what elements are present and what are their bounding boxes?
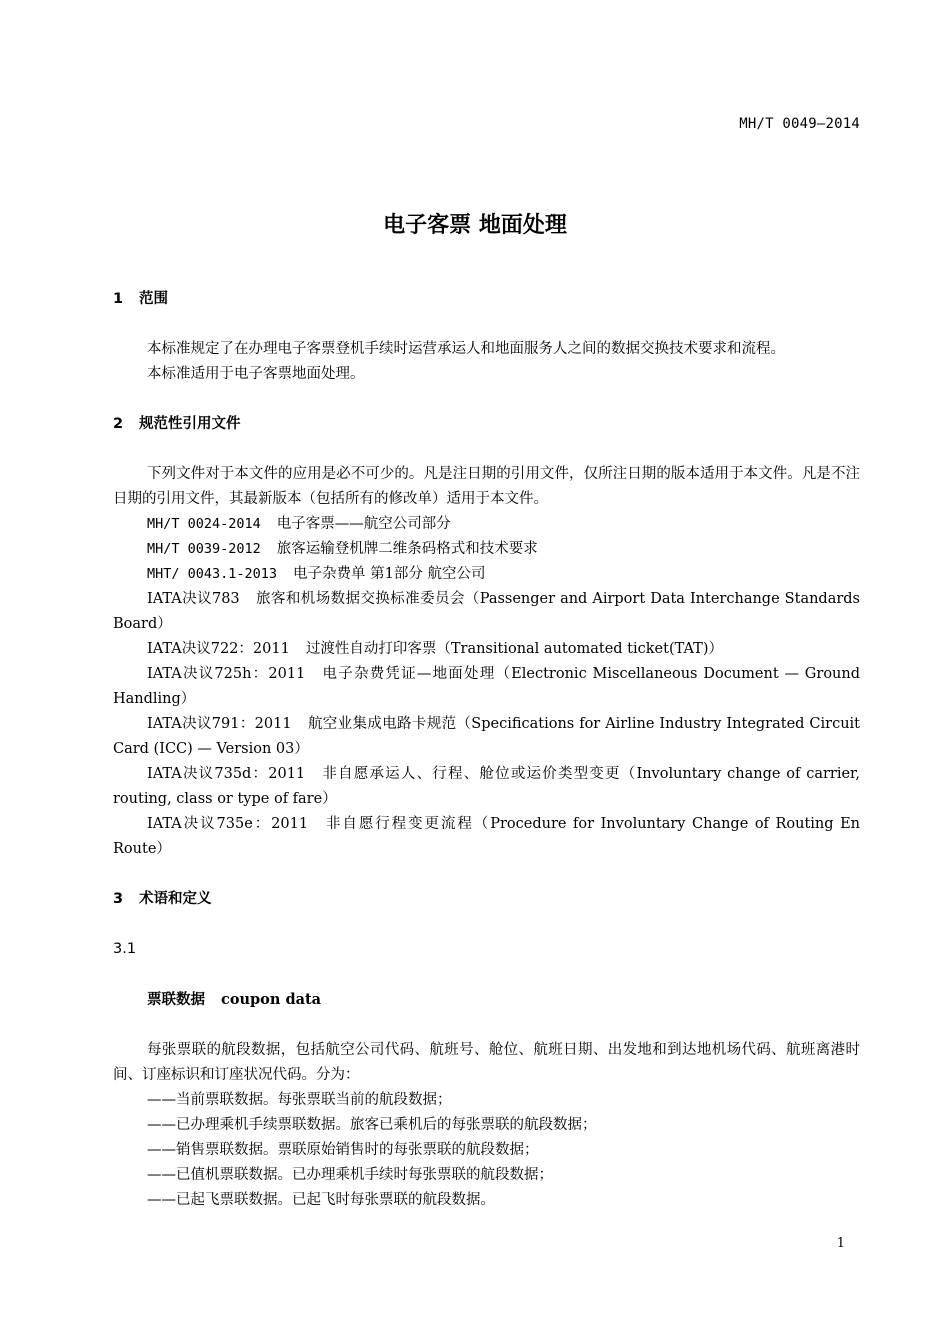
reference-item	[113, 662, 860, 712]
document-title: 电子客票 地面处理	[383, 213, 567, 238]
list-item: ——已值机票联数据。已办理乘机手续时每张票联的航段数据；	[147, 1167, 553, 1183]
document-body	[113, 287, 860, 1213]
paragraph: 本标准适用于电子客票地面处理。	[147, 366, 365, 382]
section-title: 范围	[139, 291, 168, 307]
standard-code: MH/T 0049—2014	[739, 116, 860, 132]
reference-title: 旅客和机场数据交换标准委员会（Passenger and Airport Data Interchange Standards Board）	[113, 591, 861, 632]
reference-title: 航空业集成电路卡规范（Specifications for Airline Industry Integrated Circuit Card (ICC) — Version 03）	[113, 716, 860, 757]
reference-code: IATA决议725h：2011	[147, 666, 306, 682]
reference-code: IATA决议791：2011	[147, 716, 292, 732]
page-number: 1	[836, 1236, 845, 1251]
list-item: ——销售票联数据。票联原始销售时的每张票联的航段数据；	[147, 1142, 539, 1158]
list-item: ——已起飞票联数据。已起飞时每张票联的航段数据。	[147, 1192, 495, 1208]
section-number: 1	[113, 291, 124, 307]
section-heading-normative-references	[113, 412, 860, 437]
reference-code: IATA决议735e：2011	[147, 816, 309, 832]
reference-code: IATA决议735d：2011	[147, 766, 306, 782]
paragraph: 本标准规定了在办理电子客票登机手续时运营承运人和地面服务人之间的数据交换技术要求和流程。	[147, 341, 785, 357]
reference-title: 非自愿承运人、行程、舱位或运价类型变更（Involuntary change of carrier, routing, class or type of fare）	[113, 766, 861, 807]
term-chinese: 票联数据	[147, 992, 205, 1008]
reference-code: MH/T 0039-2012	[147, 541, 261, 557]
reference-item	[113, 537, 860, 562]
reference-title: 电子客票——航空公司部分	[276, 516, 451, 532]
section-title: 术语和定义	[139, 891, 212, 907]
clause-id: 3.1	[113, 941, 137, 957]
reference-title: 旅客运输登机牌二维条码格式和技术要求	[276, 541, 538, 557]
reference-code: MHT/ 0043.1-2013	[147, 566, 278, 582]
reference-item	[113, 812, 860, 862]
reference-title: 电子杂费单 第1部分 航空公司	[293, 566, 486, 582]
section-heading-terms-definitions	[113, 887, 860, 912]
reference-item	[113, 762, 860, 812]
reference-item	[113, 512, 860, 537]
reference-title: 电子杂费凭证—地面处理（Electronic Miscellaneous Document — Ground Handling）	[113, 666, 861, 707]
reference-item	[113, 562, 860, 587]
reference-title: 非自愿行程变更流程（Procedure for Involuntary Change of Routing En Route）	[113, 816, 860, 857]
term-entry	[113, 987, 860, 1013]
section-number: 3	[113, 891, 124, 907]
list-item: ——已办理乘机手续票联数据。旅客已乘机后的每张票联的航段数据；	[147, 1117, 597, 1133]
paragraph: 下列文件对于本文件的应用是必不可少的。凡是注日期的引用文件，仅所注日期的版本适用于本文件。凡是不注日期的引用文件，其最新版本（包括所有的修改单）适用于本文件。	[113, 466, 860, 507]
reference-code: IATA决议783	[147, 591, 240, 607]
list-item: ——当前票联数据。每张票联当前的航段数据；	[147, 1092, 452, 1108]
reference-code: IATA决议722：2011	[147, 641, 290, 657]
clause-number	[113, 937, 860, 962]
reference-item	[113, 637, 860, 662]
reference-item	[113, 712, 860, 762]
reference-code: MH/T 0024-2014	[147, 516, 261, 532]
section-heading-scope	[113, 287, 860, 312]
section-title: 规范性引用文件	[139, 416, 241, 432]
definition: 每张票联的航段数据，包括航空公司代码、航班号、舱位、航班日期、出发地和到达地机场代码、航班离港时间、订座标识和订座状况代码。分为：	[113, 1042, 860, 1083]
reference-title: 过渡性自动打印客票（Transitional automated ticket(TAT)）	[305, 641, 723, 657]
term-english: coupon data	[221, 991, 322, 1008]
section-number: 2	[113, 416, 124, 432]
reference-item	[113, 587, 860, 637]
